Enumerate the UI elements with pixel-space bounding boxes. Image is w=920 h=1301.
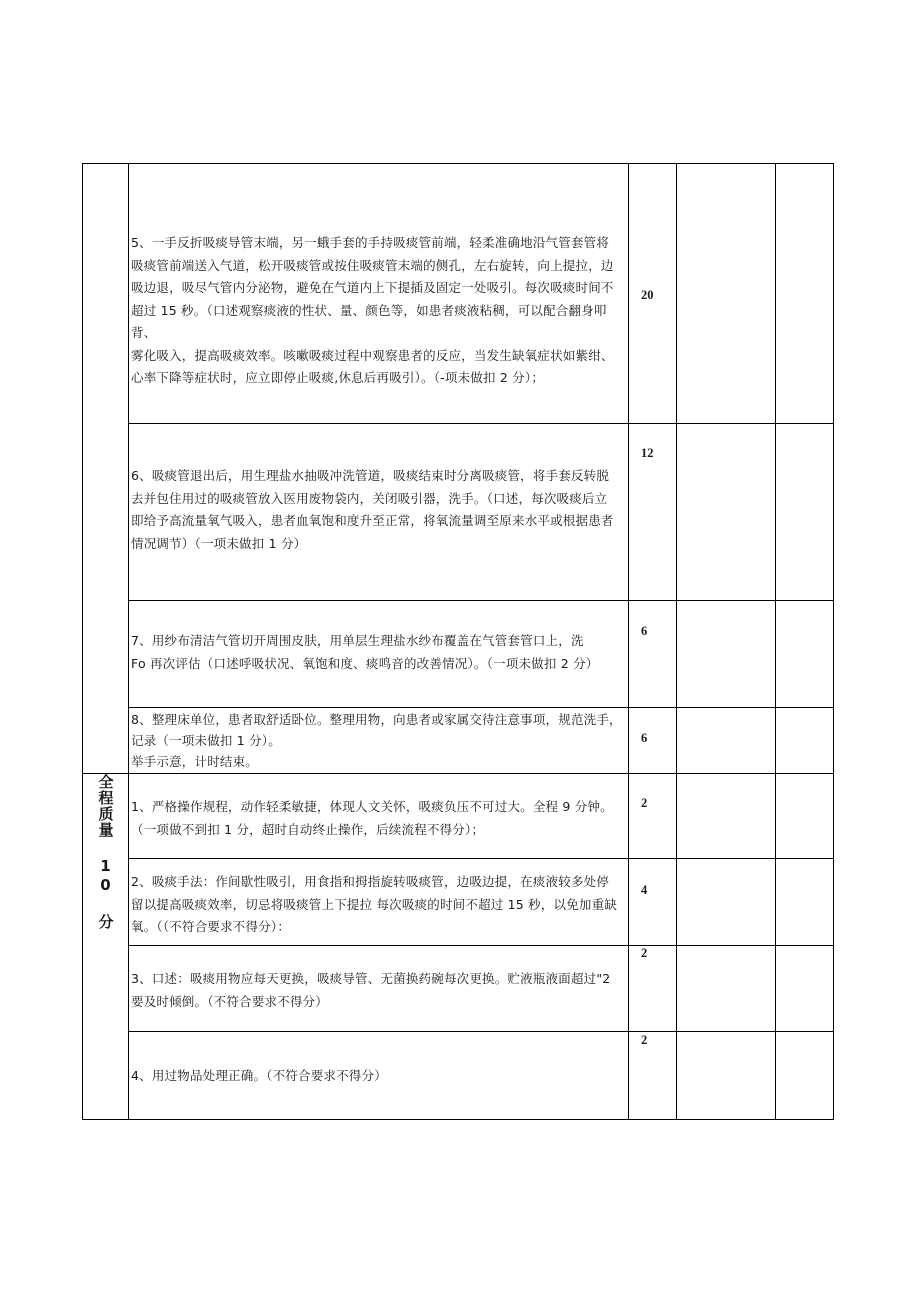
remark-cell <box>776 946 834 1032</box>
item-description <box>129 946 629 1032</box>
score-cell <box>629 859 677 946</box>
item-description <box>129 774 629 859</box>
category-label: 全程质量 10 分 <box>96 774 115 930</box>
table-row <box>83 859 834 946</box>
deduction-cell <box>677 946 776 1032</box>
text-line: 吸边退，吸尽气管内分泌物，避免在气道内上下提插及固定一处吸引。每次吸痰时间不 <box>131 280 614 295</box>
score-cell <box>629 774 677 859</box>
score-cell <box>629 164 677 424</box>
table-row <box>83 708 834 774</box>
table-row <box>83 601 834 708</box>
score-value: 6 <box>641 624 648 638</box>
score-cell <box>629 1032 677 1120</box>
table-row <box>83 424 834 601</box>
score-cell <box>629 601 677 708</box>
item-description <box>129 601 629 708</box>
text-line: 1、严格操作规程，动作轻柔敏捷，体现人文关怀，吸痰负压不可过大。全程 9 分钟。 <box>131 799 613 814</box>
remark-cell <box>776 1032 834 1120</box>
score-value: 20 <box>641 288 654 302</box>
remark-cell <box>776 774 834 859</box>
score-value: 2 <box>641 796 648 810</box>
deduction-cell <box>677 774 776 859</box>
score-value: 2 <box>641 946 648 960</box>
deduction-cell <box>677 601 776 708</box>
table-row <box>83 774 834 859</box>
score-cell <box>629 946 677 1032</box>
score-cell <box>629 708 677 774</box>
deduction-cell <box>677 164 776 424</box>
text-line: 举手示意，计时结束。 <box>131 754 259 769</box>
item-description <box>129 164 629 424</box>
text-line: 5、一手反折吸痰导管末端，另一蛾手套的手持吸痰管前端，轻柔准确地沿气管套管将 <box>131 235 610 250</box>
remark-cell <box>776 708 834 774</box>
category-cell-empty <box>83 164 129 774</box>
scoring-table <box>82 163 834 1120</box>
text-line: 要及时倾倒。（不符合要求不得分） <box>131 993 328 1009</box>
text-line: 记录（一项未做扣 1 分）。 <box>131 733 281 748</box>
remark-cell <box>776 424 834 601</box>
text-line: 3、口述：吸痰用物应每天更换，吸痰导管、无菌换药碗每次更换。贮液瓶液面超过"2 <box>131 971 611 986</box>
text-line: 2、吸痰手法：作间歇性吸引，用食指和拇指旋转吸痰管，边吸边提，在痰液较多处停 <box>131 874 610 889</box>
text-line: （一项做不到扣 1 分，超时自动终止操作，后续流程不得分）； <box>131 821 485 837</box>
score-value: 12 <box>641 446 654 460</box>
text-line: 8、整理床单位，患者取舒适卧位。整理用物，向患者或家属交待注意事项，规范洗手， <box>131 712 622 727</box>
text-line: 吸痰管前端送入气道，松开吸痰管或按住吸痰管末端的侧孔，左右旋转，向上提拉，边 <box>131 257 614 273</box>
text-line: 心率下降等症状时，应立即停止吸痰,休息后再吸引）。（-项未做扣 2 分）； <box>131 370 545 385</box>
deduction-cell <box>677 424 776 601</box>
table-row <box>83 1032 834 1120</box>
score-value: 2 <box>641 1033 648 1047</box>
text-line: 即给予高流量氧气吸入，患者血氧饱和度升至正常，将氧流量调至原来水平或根据患者 <box>131 513 614 528</box>
text-line: 留以提高吸痰效率，切忌将吸痰管上下提拉 每次吸痰的时间不超过 15 秒，以免加重缺 <box>131 896 618 912</box>
text-line: 去并包住用过的吸痰管放入医用废物袋内，关闭吸引器，洗手。（口述，每次吸痰后立 <box>131 490 608 506</box>
text-line: 超过 15 秒。（口述观察痰液的性状、量、颜色等，如患者痰液粘稠，可以配合翻身叩背、 <box>131 302 607 340</box>
text-line: 雾化吸入，提高吸痰效率。咳嗽吸痰过程中观察患者的反应，当发生缺氧症状如紫绀、 <box>131 347 614 363</box>
text-line: 7、用纱布清洁气管切开周围皮肤，用单层生理盐水纱布覆盖在气管套管口上，洗 <box>131 633 584 648</box>
score-value: 4 <box>641 883 648 897</box>
item-description <box>129 1032 629 1120</box>
remark-cell <box>776 164 834 424</box>
text-line: 氧。（（不符合要求不得分）： <box>131 919 291 934</box>
item-description <box>129 708 629 774</box>
table-row <box>83 164 834 424</box>
category-label-cell <box>83 774 129 1120</box>
remark-cell <box>776 601 834 708</box>
score-value: 6 <box>641 731 648 745</box>
item-description <box>129 424 629 601</box>
table-row <box>83 946 834 1032</box>
text-line: 4、用过物品处理正确。（不符合要求不得分） <box>131 1068 387 1083</box>
deduction-cell <box>677 708 776 774</box>
deduction-cell <box>677 1032 776 1120</box>
remark-cell <box>776 859 834 946</box>
text-line: 情况调节）（一项未做扣 1 分） <box>131 535 307 551</box>
deduction-cell <box>677 859 776 946</box>
text-line: Fo 再次评估（口述呼吸状况、氧饱和度、痰鸣音的改善情况）。（一项未做扣 2 分） <box>131 655 599 671</box>
score-cell <box>629 424 677 601</box>
text-line: 6、吸痰管退出后，用生理盐水抽吸冲洗管道，吸痰结束时分离吸痰管，将手套反转脱 <box>131 468 610 483</box>
item-description <box>129 859 629 946</box>
